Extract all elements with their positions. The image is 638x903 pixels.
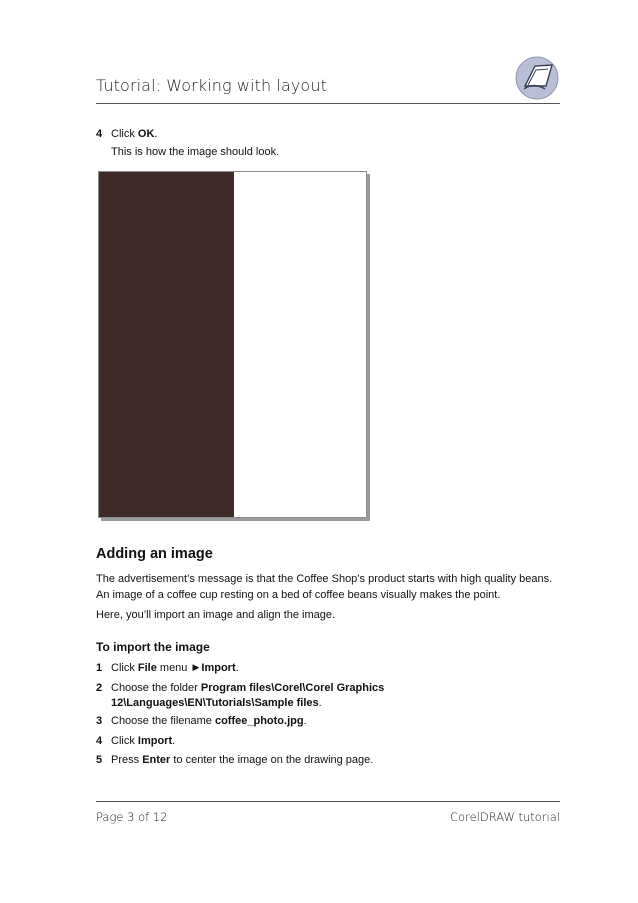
step-text-plain: . bbox=[318, 697, 322, 709]
button-reference: Import bbox=[137, 735, 173, 747]
menu-reference: Import bbox=[201, 662, 236, 674]
page-number: Page 3 of 12 bbox=[96, 810, 168, 824]
step-text-plain: . bbox=[172, 735, 176, 747]
section-paragraph: Here, you’ll import an image and align the image. bbox=[96, 609, 336, 621]
section-paragraph: The advertisement’s message is that the Coffee Shop’s product starts with high quality beans. An image of a coffee cup resting on a bed of coffee beans visually makes the point. bbox=[96, 573, 553, 601]
step-text-plain: to center the image on the drawing page. bbox=[170, 754, 374, 766]
section-heading: Adding an image bbox=[96, 546, 213, 562]
step-number: 3 bbox=[96, 715, 103, 727]
footer-product-name: CorelDRAW tutorial bbox=[450, 810, 560, 824]
ok-button-reference: OK bbox=[137, 128, 155, 140]
step-number: 1 bbox=[96, 662, 103, 674]
page-header-title: Tutorial: Working with layout bbox=[96, 76, 327, 95]
step-text-plain: Click bbox=[111, 662, 138, 674]
header-rule bbox=[96, 103, 560, 104]
procedure-step bbox=[96, 681, 566, 711]
step-number: 4 bbox=[96, 128, 103, 140]
step-text-plain: Press bbox=[111, 754, 143, 766]
step-text-plain: . bbox=[154, 128, 158, 140]
procedure-step bbox=[96, 753, 566, 768]
step-text-plain: . bbox=[235, 662, 239, 674]
menu-reference: File bbox=[137, 662, 157, 674]
step-text-plain: Choose the filename bbox=[111, 715, 215, 727]
coreldraw-logo-icon bbox=[515, 56, 559, 100]
layout-preview-image bbox=[98, 171, 367, 518]
step-text-plain: Click bbox=[111, 128, 138, 140]
step-text-plain: menu bbox=[156, 662, 191, 674]
figure-caption: This is how the image should look. bbox=[111, 146, 280, 158]
folder-path-reference: Program files\Corel\Corel Graphics 12\Languages\EN\Tutorials\Sample files bbox=[111, 682, 385, 709]
step-text bbox=[111, 753, 566, 768]
key-reference: Enter bbox=[142, 754, 171, 766]
procedure-heading: To import the image bbox=[96, 640, 210, 654]
step-number: 4 bbox=[96, 735, 103, 747]
filename-reference: coffee_photo.jpg bbox=[214, 715, 304, 727]
step-text bbox=[111, 734, 566, 749]
step-text-plain: Click bbox=[111, 735, 138, 747]
step-text bbox=[111, 661, 566, 676]
step-text bbox=[111, 681, 566, 711]
procedure-step bbox=[96, 661, 566, 676]
step-text-plain: Choose the folder bbox=[111, 682, 201, 694]
step-text bbox=[111, 127, 566, 142]
step-number: 5 bbox=[96, 754, 103, 766]
procedure-step bbox=[96, 714, 566, 729]
dark-brown-panel bbox=[99, 172, 234, 517]
step-number: 2 bbox=[96, 682, 103, 694]
step-item bbox=[96, 127, 566, 142]
step-text-plain: . bbox=[303, 715, 307, 727]
menu-arrow-icon: ▶ bbox=[192, 662, 200, 672]
procedure-step bbox=[96, 734, 566, 749]
footer-rule bbox=[96, 801, 560, 802]
step-text bbox=[111, 714, 566, 729]
